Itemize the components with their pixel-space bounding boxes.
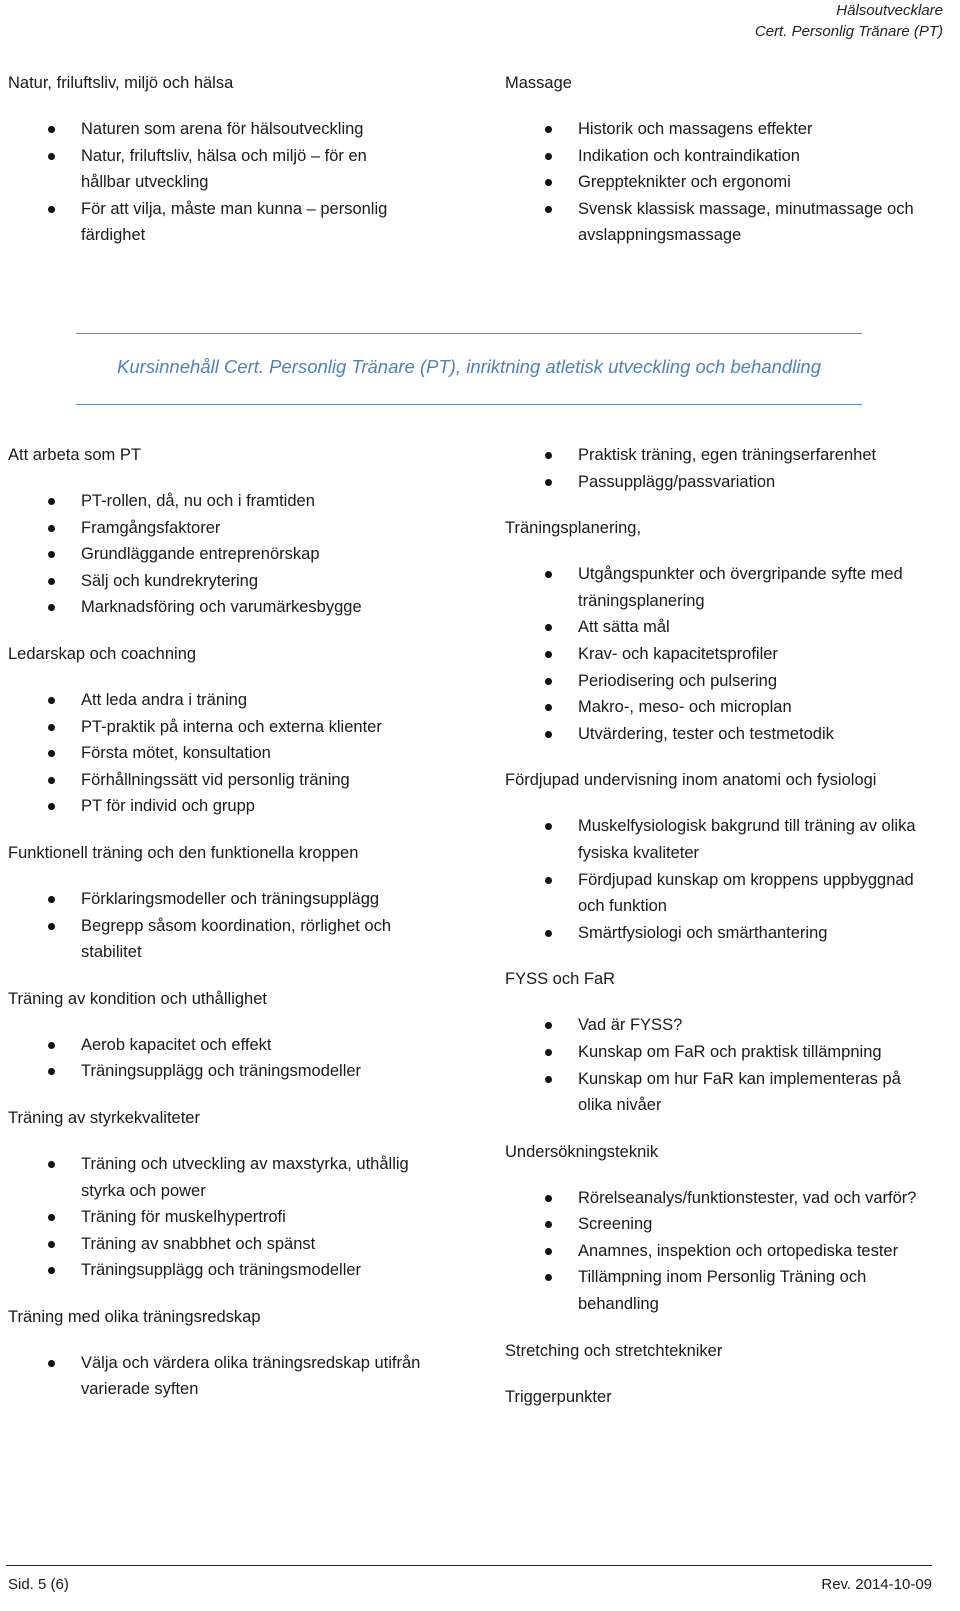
section-heading: Träning med olika träningsredskap bbox=[8, 1307, 261, 1326]
bullet-list bbox=[8, 1151, 438, 1284]
list-item: Utgångspunkter och övergripande syfte med träningsplanering bbox=[505, 561, 918, 614]
section-heading: Träning av styrkekvaliteter bbox=[8, 1108, 200, 1127]
list-item: Indikation och kontraindikation bbox=[505, 143, 935, 170]
list-item: Tillämpning inom Personlig Träning och behandling bbox=[505, 1264, 888, 1317]
list-item: Framgångsfaktorer bbox=[8, 515, 438, 542]
bullet-list bbox=[8, 1032, 438, 1085]
right-column bbox=[505, 442, 935, 1430]
list-item: Träningsupplägg och träningsmodeller bbox=[8, 1257, 438, 1284]
title-rule-top bbox=[76, 333, 862, 334]
list-item: Att leda andra i träning bbox=[8, 687, 438, 714]
list-item: Marknadsföring och varumärkesbygge bbox=[8, 594, 438, 621]
list-item: PT-praktik på interna och externa klienter bbox=[8, 714, 438, 741]
section-heading: Träning av kondition och uthållighet bbox=[8, 989, 267, 1008]
list-item: Anamnes, inspektion och ortopediska tester bbox=[505, 1238, 935, 1265]
bullet-list bbox=[505, 813, 935, 946]
list-item: Utvärdering, tester och testmetodik bbox=[505, 721, 935, 748]
list-item: Träning av snabbhet och spänst bbox=[8, 1231, 438, 1258]
bullet-list bbox=[8, 886, 438, 966]
section-heading: Triggerpunkter bbox=[505, 1387, 612, 1406]
section-heading: FYSS och FaR bbox=[505, 970, 616, 989]
bullet-list bbox=[8, 1350, 438, 1403]
list-item: Förhållningssätt vid personlig träning bbox=[8, 767, 438, 794]
list-item: Välja och värdera olika träningsredskap utifrån varierade syften bbox=[8, 1350, 431, 1403]
bullet-list bbox=[8, 687, 438, 820]
section-heading: Massage bbox=[505, 74, 572, 92]
bullet-list bbox=[505, 1185, 935, 1318]
section-title: Kursinnehåll Cert. Personlig Tränare (PT), inriktning atletisk utveckling och behandling bbox=[116, 356, 822, 377]
section-heading: Att arbeta som PT bbox=[8, 446, 141, 464]
list-item: Träningsupplägg och träningsmodeller bbox=[8, 1058, 438, 1085]
header-line-1: Hälsoutvecklare bbox=[836, 2, 943, 19]
section-heading: Fördjupad undervisning inom anatomi och fysiologi bbox=[505, 771, 877, 790]
list-item: PT-rollen, då, nu och i framtiden bbox=[8, 488, 438, 515]
section-heading: Träningsplanering, bbox=[505, 519, 642, 538]
list-item: Träning för muskelhypertrofi bbox=[8, 1204, 438, 1231]
section-heading: Undersökningsteknik bbox=[505, 1142, 659, 1161]
list-item: Rörelseanalys/funktionstester, vad och varför? bbox=[505, 1185, 935, 1212]
header-line-2: Cert. Personlig Tränare (PT) bbox=[754, 23, 943, 40]
list-item: Kunskap om FaR och praktisk tillämpning bbox=[505, 1039, 935, 1066]
list-item: Svensk klassisk massage, minutmassage och avslappningsmassage bbox=[505, 196, 918, 249]
list-item: Greppteknikter och ergonomi bbox=[505, 169, 935, 196]
left-column bbox=[8, 442, 438, 1423]
list-item: Sälj och kundrekrytering bbox=[8, 568, 438, 595]
list-item: Praktisk träning, egen träningserfarenhet bbox=[505, 442, 935, 469]
list-item: Passupplägg/passvariation bbox=[505, 469, 935, 496]
bullet-list bbox=[505, 561, 935, 747]
list-item: Begrepp såsom koordination, rörlighet och stabilitet bbox=[8, 913, 411, 966]
section-heading: Funktionell träning och den funktionella kroppen bbox=[8, 843, 359, 862]
list-item: Att sätta mål bbox=[505, 614, 935, 641]
footer-rule bbox=[6, 1565, 932, 1566]
bullet-list bbox=[505, 442, 935, 495]
list-item: Smärtfysiologi och smärthantering bbox=[505, 920, 935, 947]
list-item: Muskelfysiologisk bakgrund till träning av olika fysiska kvaliteter bbox=[505, 813, 938, 866]
section-heading: Ledarskap och coachning bbox=[8, 644, 197, 663]
list-item: Förklaringsmodeller och träningsupplägg bbox=[8, 886, 438, 913]
list-item: Första mötet, konsultation bbox=[8, 740, 438, 767]
list-item: Periodisering och pulsering bbox=[505, 668, 935, 695]
section-heading: Stretching och stretchtekniker bbox=[505, 1341, 723, 1360]
bullet-list bbox=[505, 116, 935, 249]
list-item: Historik och massagens effekter bbox=[505, 116, 935, 143]
list-item: PT för individ och grupp bbox=[8, 793, 438, 820]
top-right-section bbox=[505, 70, 935, 269]
page-header bbox=[755, 0, 943, 42]
list-item: Träning och utveckling av maxstyrka, uthållig styrka och power bbox=[8, 1151, 421, 1204]
page-number: Sid. 5 (6) bbox=[8, 1576, 69, 1593]
bullet-list bbox=[8, 116, 438, 249]
bullet-list bbox=[505, 1012, 935, 1118]
list-item: Natur, friluftsliv, hälsa och miljö – för en hållbar utveckling bbox=[8, 143, 391, 196]
top-left-section bbox=[8, 70, 438, 269]
list-item: Grundläggande entreprenörskap bbox=[8, 541, 438, 568]
list-item: Makro-, meso- och microplan bbox=[505, 694, 935, 721]
list-item: Fördjupad kunskap om kroppens uppbyggnad och funktion bbox=[505, 867, 928, 920]
list-item: Aerob kapacitet och effekt bbox=[8, 1032, 438, 1059]
list-item: Vad är FYSS? bbox=[505, 1012, 935, 1039]
list-item: För att vilja, måste man kunna – personlig färdighet bbox=[8, 196, 411, 249]
list-item: Naturen som arena för hälsoutveckling bbox=[8, 116, 438, 143]
revision-date: Rev. 2014-10-09 bbox=[821, 1576, 932, 1593]
list-item: Screening bbox=[505, 1211, 935, 1238]
bullet-list bbox=[8, 488, 438, 621]
section-heading: Natur, friluftsliv, miljö och hälsa bbox=[8, 74, 234, 92]
title-rule-bottom bbox=[76, 404, 862, 405]
list-item: Kunskap om hur FaR kan implementeras på olika nivåer bbox=[505, 1066, 918, 1119]
list-item: Krav- och kapacitetsprofiler bbox=[505, 641, 935, 668]
